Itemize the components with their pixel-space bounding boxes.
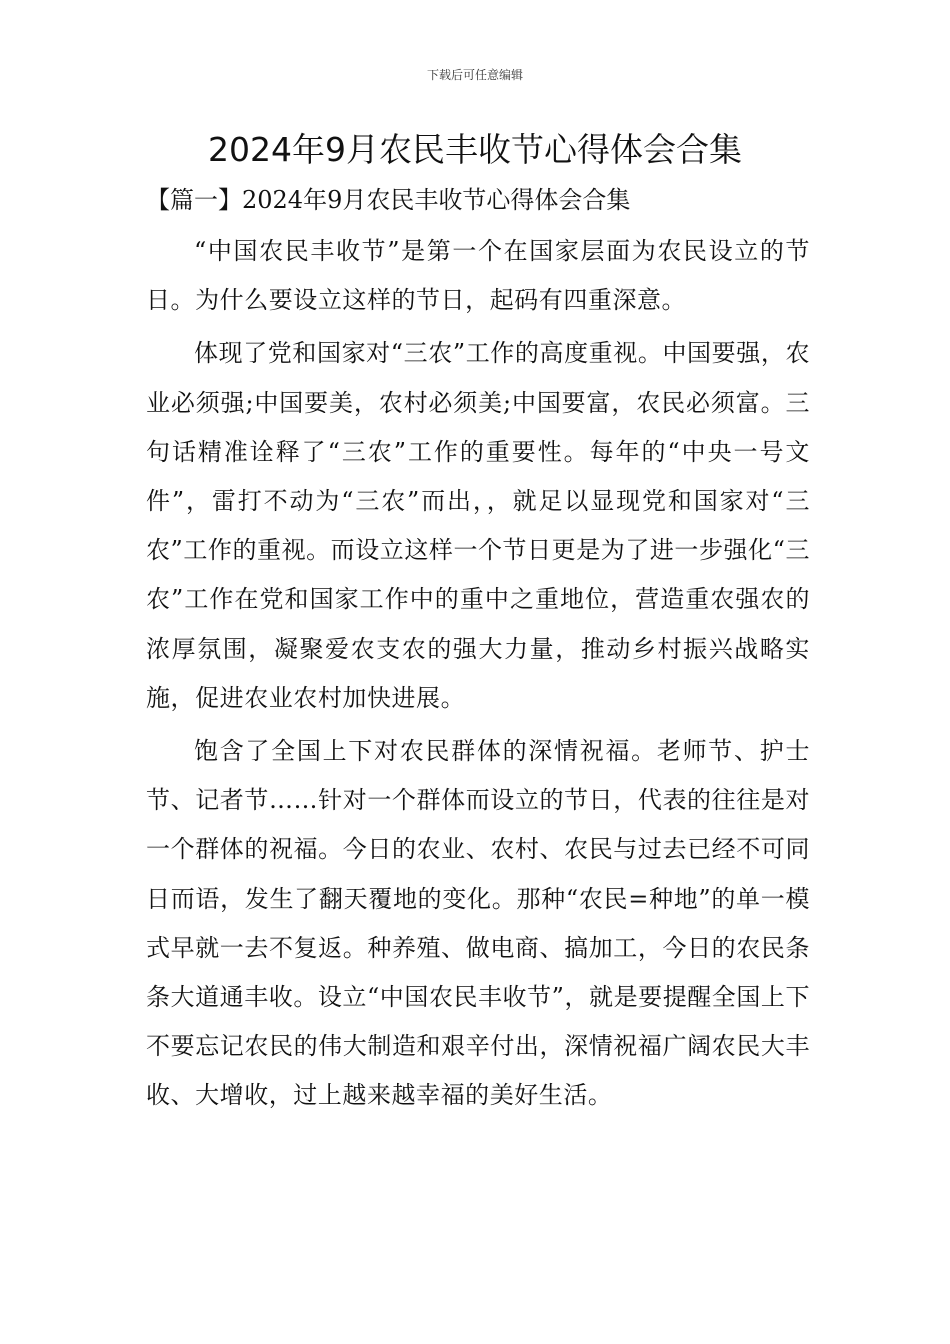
paragraph-importance: 体现了党和国家对“三农”工作的高度重视。中国要强，农业必须强;中国要美，农村必须美;中国要富，农民必须富。三句话精准诠释了“三农”工作的重要性。每年的“中央一号文件”，雷打不动为“三农”而出，，就足以显现党和国家对“三农”工作的重视。而设立这样一个节日更是为了进一步强化“三农”工作在党和国家工作中的重中之重地位，营造重农强农的浓厚氛围，凝聚爱农支农的强大力量，推动乡村振兴战略实施，促进农业农村加快进展。 (146, 339, 810, 712)
document-body (146, 227, 810, 1125)
document-title: 2024年9月农民丰收节心得体会合集 (208, 130, 742, 169)
paragraph-intro: “中国农民丰收节”是第一个在国家层面为农民设立的节日。为什么要设立这样的节日，起码有四重深意。 (146, 237, 810, 315)
download-note: 下载后可任意编辑 (426, 68, 523, 82)
paragraph-blessing: 饱含了全国上下对农民群体的深情祝福。老师节、护士节、记者节……针对一个群体而设立的节日，代表的往往是对一个群体的祝福。今日的农业、农村、农民与过去已经不可同日而语，发生了翻天覆地的变化。那种“农民=种地”的单一模式早就一去不复返。种养殖、做电商、搞加工，今日的农民条条大道通丰收。设立“中国农民丰收节”，就是要提醒全国上下不要忘记农民的伟大制造和艰辛付出，深情祝福广阔农民大丰收、大增收，过上越来越幸福的美好生活。 (146, 737, 810, 1110)
section-heading: 【篇一】2024年9月农民丰收节心得体会合集 (146, 186, 631, 214)
